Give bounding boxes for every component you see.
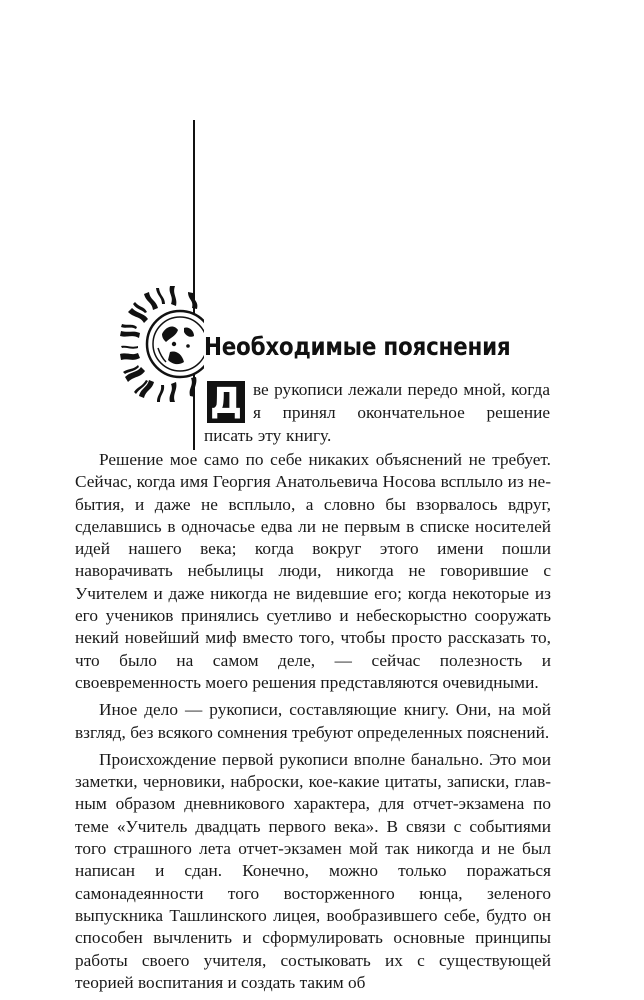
paragraph: Иное дело — рукописи, составляющие книгу. Они, на мой взгляд, без всякого сомнения требуют определенных пояснений. <box>75 700 551 742</box>
paragraph: Происхождение первой рукописи вполне банально. Это мои заметки, черновики, наброски, кое-какие цитаты, записки, главным образом дневникового характера, для отчет-экзамена по теме «Учитель двадцать первого века». В связи с событиями того страшного лета отчет-экзамен мой так никогда и не был написан и сдан. Конечно, можно только поражаться самонадеянности того восторженного юнца, зеленого выпускника Ташлинского лицея, вообразившего себе, будто он способен вычленить и сформулировать основные принципы работы своего учителя, состыковать их с существующей теорией воспитания и создать таким об <box>75 749 551 992</box>
drop-cap: Д <box>207 381 245 423</box>
intro-line: ве рукописи лежали передо мной, когда <box>253 380 550 399</box>
intro-line: писать эту книгу. <box>204 426 332 445</box>
body-text <box>75 449 551 999</box>
paragraph: Решение мое само по себе никаких объяснений не требует. Сейчас, когда имя Георгия Анатольевича Носова всплыло из небытия, и даже не всплыло, а словно бы взорвалось вдруг, сделавшись в одночасье едва ли не первым в списке носителей идей нашего века; когда вокруг этого имени пошли наворачивать небылицы люди, никогда не говорившие с Учителем и даже никогда не видевшие его; когда некоторые из его учеников принялись суетливо и небескорыстно сооружать некий новейший миф вместо того, чтобы просто рассказать то, что было на самом деле, — сейчас полезность и своевременность моего решения представляются очевидными. <box>75 450 551 692</box>
intro-line: я принял окончательное решение <box>253 403 550 422</box>
chapter-title: Необходимые пояснения <box>204 332 511 361</box>
